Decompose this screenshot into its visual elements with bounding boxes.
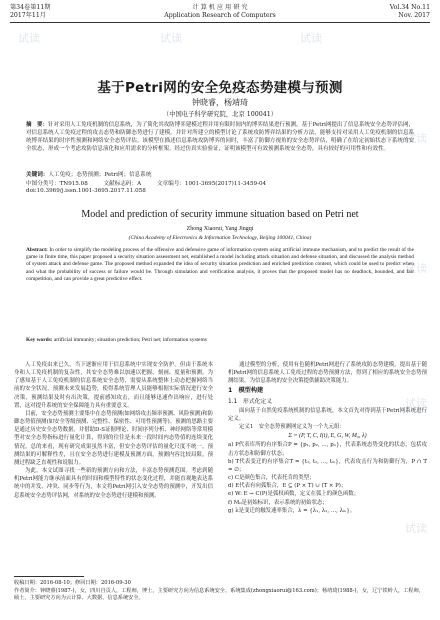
header-rule [10, 22, 430, 23]
abstract-en [26, 247, 414, 283]
definition-item: c) C是颜色集合，代表托肯的类型； [228, 475, 315, 482]
paper-title-en: Model and prediction of security immune situation based on Petri net [81, 209, 359, 220]
paragraph: 目前，安全态势预测主要集中在态势预测(如网络攻击频率预测、风险预测)和防御态势值预测(如安全等级预测、完整性、保密性、可用性预测等)。预测的思路主要是通过历史安全态势数据，并借助D-S证据理论、时间序列分析、神经网络等常用模型对安全态势指标进行量化计算，得到的往往是未来一段时间内态势值的连续变化情况。总的来看，现有研究成果虽然丰富，但安全态势评估的量化尺度不统一，预测结果的可解释性差，且在安全态势进行建模及预测方面，预测内容比较局限，预测过程缺乏直观性和说服力。 [14, 410, 213, 466]
abstract-en-text: In order to simplify the modeling process of the offensive and defensive game of information system using artificial immune mechanism, and to predict the result of the game in finite time, this paper proposed a security situation assessment net, established a model including attack situation and defense situation, and discussed the analysis method of system attack and defense game. The proposed method expanded the idea of security situation prediction and enriched prediction content, which could be used to predict when and what the probability of success or failure would be. Through simulation and verification analysis, it proves that the proposed model has no deadlock, bounded, and fair competition, and can provide a great predictive effect. [26, 247, 414, 282]
body-column-left [14, 361, 213, 571]
abstract-en-label: Abstract: [26, 247, 48, 253]
keywords-en [26, 337, 414, 343]
header-journal-cn: 计 算 机 应 用 研 究 [192, 4, 248, 11]
footnote-received: 收稿日期：2016-08-10；修回日期：2016-09-30 [14, 580, 131, 586]
definition-item: d) E代表有向弧集合，E ⊆ (P × T) ∪ (T × P)； [228, 483, 347, 490]
footnote-bio: 作者简介：钟晓睿(1987-)，女，四川自贡人，工程师，博士，主要研究方向为信息系统安全、系统集成(zhongxiaorui@163.com)；杨靖琦(1988-)，女，辽宁铁岭人，工程师，硕士，主要研究方向为云计算、大数据、信息系统安全。 [14, 587, 424, 601]
paper-title-cn: 基于Petri网的安全免疫态势建模与预测 [97, 80, 343, 96]
authors-cn: 钟晓睿，杨靖琦 [192, 98, 248, 107]
doi: doi:10.3969/j.issn.1001-3695.2017.11.058 [26, 188, 146, 194]
header-date-en: Nov. 2017 [398, 12, 430, 19]
definition-item: a) P代表库所的有序集合P = {p₁, p₂, …, pₙ}，代表系统态势变化的状态，包括攻击方状态和防御方状态； [228, 442, 427, 457]
footnote-rule [14, 576, 84, 577]
definition-intro: 定义1 安全态势预测网定义为一个九元组： [239, 424, 345, 431]
watermark-stamp: 试读 [405, 397, 427, 410]
watermark-stamp: 试读 [160, 32, 182, 45]
authors-en: Zhong Xiaorui, Yang Jingqi [186, 226, 254, 232]
abstract-cn [26, 121, 414, 153]
watermark-stamp: 试读 [405, 522, 427, 535]
subsection-heading: 1.1 形式化定义 [228, 398, 273, 405]
section-heading: 1 模型构建 [228, 387, 264, 395]
header-date-cn: 2017年11月 [10, 12, 46, 19]
header-journal [10, 4, 430, 20]
header-vol-no: Vol.34 No.11 [389, 4, 430, 11]
definition-formula: Σ = (P, T, C, I(t), E, G, W, M₀, λ) [288, 433, 367, 440]
definition-item: f) M₀是初始标识，表示系统的初始状态； [228, 499, 328, 506]
keywords-cn-text: 人工免疫；态势预测；Petri网；信息系统 [48, 172, 152, 178]
definition-item: g) λ是变迁的触发速率集合，λ = {λ₁, λ₂, …, λₘ}。 [228, 507, 356, 514]
classification-cn [26, 179, 414, 187]
affiliation-en: (China Academy of Electronics & Information Technology, Beijing 100041, China) [128, 235, 312, 241]
body-column-right [228, 361, 427, 603]
document-code: 文献标志码：A [103, 181, 142, 187]
paragraph: 为此，本文试图寻找一些新的预测方向和方法，丰富态势预测范围。考虑到随机Petri网能力继承前面具有的时间和模型特性的状态变化过程，并能直观地表达系统中的并发、冲突、同步等行为，本文将Petri网引入安全态势的预测中，开发出信息系统安全态势评估网，对系统的安全态势进行建模和预测。 [14, 468, 213, 499]
header-volume-issue: 第34卷第11期 [10, 4, 51, 11]
abstract-cn-label: 摘 要： [26, 122, 49, 128]
keywords-en-label: Key words: [26, 337, 53, 343]
paragraph: 通过模型的分析，使用有色随机Petri网进行了系统攻防态势建模，提出基于随机Petri网的信息系统人工免疫过程的态势预测方法，得到了相应的系统安全态势预测结果，为信息系统的安全决策提供辅助决策能力。 [228, 362, 427, 385]
article-number: 文章编号：1001-3695(2017)11-3459-04 [156, 181, 267, 187]
keywords-en-text: artificial immunity; situation prediction; Petri net; information systems [53, 337, 207, 343]
definition-item: e) W: E → C(P)是弧权函数，定义在弧上的颜色函数； [228, 491, 360, 498]
affiliation-cn: （中国电子科学研究院，北京 100041） [162, 111, 278, 118]
footnote [14, 580, 426, 603]
keywords-cn-label: 关键词： [26, 172, 49, 178]
clc-number: 中图分类号：TN915.08 [26, 181, 88, 187]
watermark-stamp: 试读 [405, 132, 427, 145]
keywords-cn [26, 170, 414, 178]
definition-item: b) T代表变迁的有序集合T = {t₁, t₂, …, tₘ}，代表攻击行为和防御行为，P ∩ T = ∅； [228, 458, 427, 473]
paragraph: 面向基于自然免疫系统机制的信息系统，本文首先对得到基于Petri网系统进行定义。 [228, 407, 427, 422]
watermark-stamp: 试读 [300, 32, 322, 45]
watermark-stamp: 试读 [405, 262, 427, 275]
header-journal-en: Application Research of Computers [164, 12, 276, 19]
header-volume-en [390, 4, 430, 20]
watermark-stamp: 试读 [18, 32, 40, 45]
abstract-cn-text: 针对采用人工免疫机制的信息系统，为了简化其攻防博弈建模过程并用有限时间内的博弈结果进行预测，基于Petri网提出了信息系统安全态势评估网，对信息系统人工免疫过程的攻击态势和防御态势进行了建模，并针对所建立的模型讨论了系统攻防博弈结果的分析方法，能够支持对采用人工免疫机制的信息系统博弈结果的时序性预测和网络安全态势评估。该模型在描述信息系统攻防博弈的同时，丰富了防御方视角的安全态势评估，明确了在给定初始状态下系统的安全状态，形成一个考虑攻防信息演化和应用需求的分析框架。经过仿真实验验证，证明该模型可有效预测系统安全态势，具有较好的可用性和有效性。 [26, 122, 414, 153]
paragraph: 人工免疫由来已久，当下逐渐应用于信息系统中实现安全防护。但由于系统本身和人工免疫机制的复杂性，其安全态势难以加速以把握、刻画、度量和预测。为了感知基于人工免疫机制的信息系统安全态势，需要从系统整体上动态把握网络当前的安全状况，预测未来发展趋势，使得系统管理人员能够根据实际情况进行安全决策，预测结果及时有出决策，提前感知攻击，而且能够迅速作出响应，进行处置，这对提升系统的安全保障能力具有重要意义。 [14, 362, 213, 409]
